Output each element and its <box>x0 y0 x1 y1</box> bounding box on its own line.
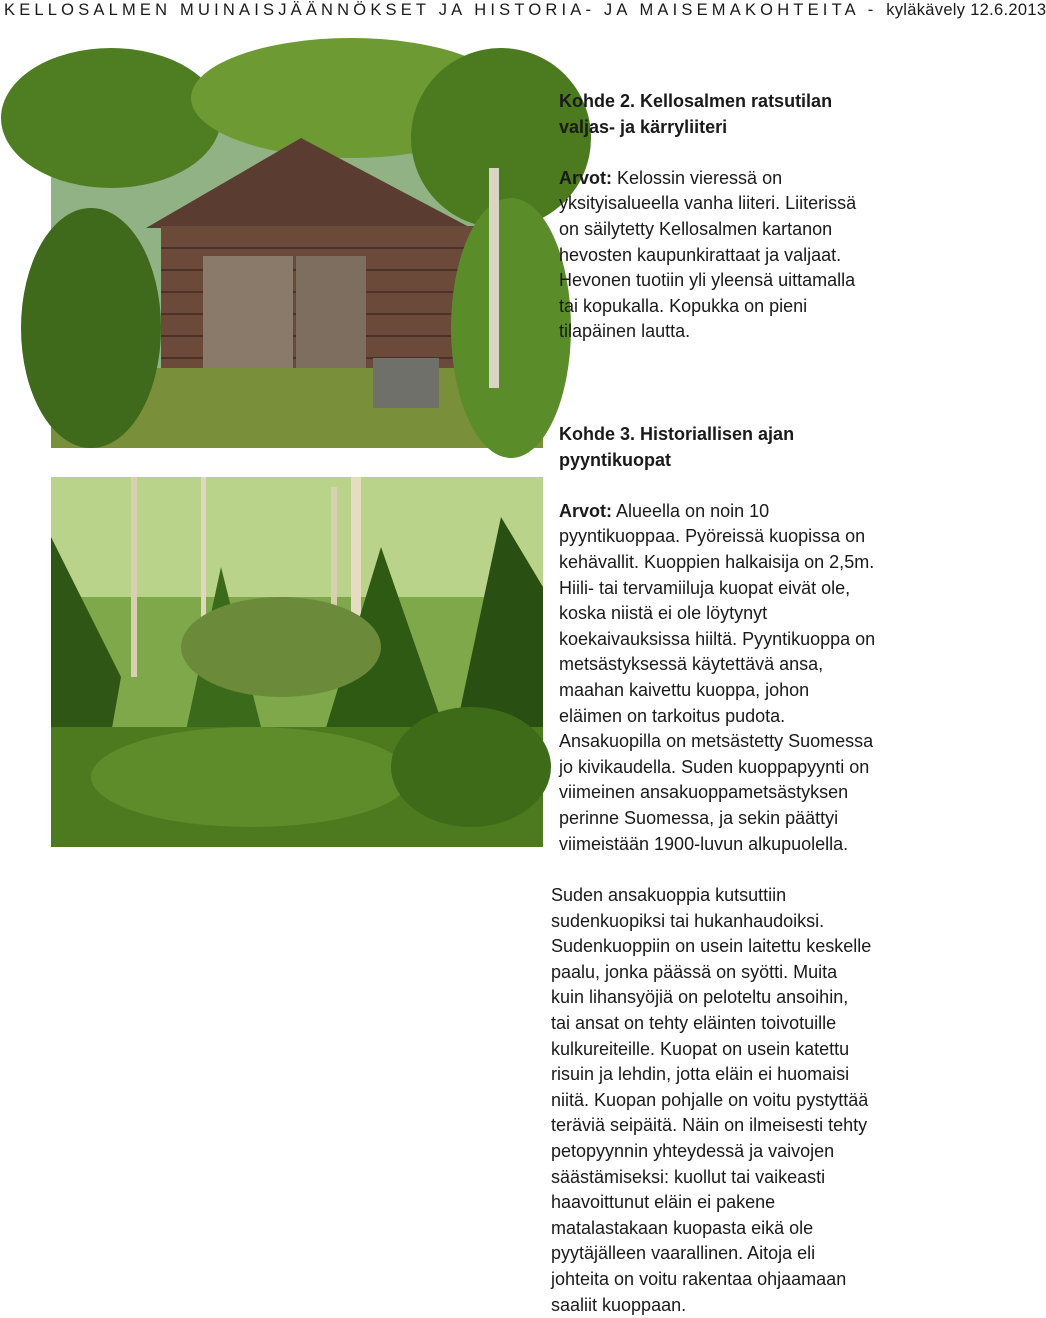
continuation-line: säästämiseksi: kuollut tai vaikeasti <box>551 1165 951 1191</box>
continuation-line: risuin ja lehdin, jotta eläin ei huomaisi <box>551 1062 951 1088</box>
kohde-3-line: maahan kaivettu kuoppa, johon <box>559 678 954 704</box>
kohde-2-line: tilapäinen lautta. <box>559 319 954 345</box>
kohde-2-line: on säilytetty Kellosalmen kartanon <box>559 217 954 243</box>
page-header <box>4 0 1046 20</box>
kohde-2-line: hevosten kaupunkirattaat ja valjaat. <box>559 243 954 269</box>
kohde-3-title-line-2: pyyntikuopat <box>559 448 954 474</box>
forest-image <box>51 477 543 847</box>
continuation-line: kulkureiteille. Kuopat on usein katettu <box>551 1037 951 1063</box>
kohde-3-title-line-1: Kohde 3. Historiallisen ajan <box>559 422 954 448</box>
kohde-3-line: kehävallit. Kuoppien halkaisija on 2,5m. <box>559 550 954 576</box>
forest-photo <box>51 477 543 847</box>
kohde-3-section <box>559 422 954 857</box>
kohde-2-section <box>559 89 954 345</box>
continuation-line: sudenkuopiksi tai hukanhaudoiksi. <box>551 909 951 935</box>
continuation-line: johteita on voitu rakentaa ohjaamaan <box>551 1267 951 1293</box>
header-date: kyläkävely 12.6.2013 <box>886 1 1046 19</box>
kohde-3-values-line <box>559 499 954 525</box>
barn-image <box>51 78 543 448</box>
continuation-line: saaliit kuoppaan. <box>551 1293 951 1318</box>
kohde-3-line: Hiili- tai tervamiiluja kuopat eivät ole, <box>559 576 954 602</box>
kohde-2-values-line <box>559 166 954 192</box>
kohde-3-line: pyyntikuoppaa. Pyöreissä kuopissa on <box>559 524 954 550</box>
kohde-3-line: koekaivauksissa hiiltä. Pyyntikuoppa on <box>559 627 954 653</box>
kohde-2-line: tai kopukalla. Kopukka on pieni <box>559 294 954 320</box>
kohde-3-values-text: Alueella on noin 10 <box>612 501 769 521</box>
continuation-line: Suden ansakuoppia kutsuttiin <box>551 883 951 909</box>
barn-photo <box>51 78 543 448</box>
continuation-line: matalastakaan kuopasta eikä ole <box>551 1216 951 1242</box>
continuation-line: pyytäjälleen vaarallinen. Aitoja eli <box>551 1241 951 1267</box>
kohde-2-values-label: Arvot: <box>559 168 612 188</box>
kohde-3-line: koska niistä ei ole löytynyt <box>559 601 954 627</box>
continuation-line: kuin lihansyöjiä on peloteltu ansoihin, <box>551 985 951 1011</box>
kohde-3-line: Ansakuopilla on metsästetty Suomessa <box>559 729 954 755</box>
continuation-section <box>551 883 951 1318</box>
continuation-line: Sudenkuoppiin on usein laitettu keskelle <box>551 934 951 960</box>
continuation-line: tai ansat on tehty eläinten toivotuille <box>551 1011 951 1037</box>
kohde-3-line: jo kivikaudella. Suden kuoppapyynti on <box>559 755 954 781</box>
kohde-2-title-line-1: Kohde 2. Kellosalmen ratsutilan <box>559 89 954 115</box>
kohde-2-line: yksityisalueella vanha liiteri. Liiterissä <box>559 191 954 217</box>
continuation-line: paalu, jonka päässä on syötti. Muita <box>551 960 951 986</box>
kohde-3-line: viimeistään 1900-luvun alkupuolella. <box>559 832 954 858</box>
kohde-3-values-label: Arvot: <box>559 501 612 521</box>
kohde-3-line: eläimen on tarkoitus pudota. <box>559 704 954 730</box>
continuation-line: niitä. Kuopan pohjalle on voitu pystyttää <box>551 1088 951 1114</box>
kohde-2-values-text: Kelossin vieressä on <box>612 168 782 188</box>
continuation-line: haavoittunut eläin ei pakene <box>551 1190 951 1216</box>
kohde-2-line: Hevonen tuotiin yli yleensä uittamalla <box>559 268 954 294</box>
kohde-3-line: viimeinen ansakuoppametsästyksen <box>559 780 954 806</box>
kohde-3-line: perinne Suomessa, ja sekin päättyi <box>559 806 954 832</box>
header-title: KELLOSALMEN MUINAISJÄÄNNÖKSET JA HISTORIA- JA MAISEMAKOHTEITA - <box>4 1 886 19</box>
kohde-2-title-line-2: valjas- ja kärryliiteri <box>559 115 954 141</box>
continuation-line: teräviä seipäitä. Näin on ilmeisesti tehty <box>551 1113 951 1139</box>
kohde-3-line: metsästyksessä käytettävä ansa, <box>559 652 954 678</box>
continuation-line: petopyynnin yhteydessä ja vaivojen <box>551 1139 951 1165</box>
